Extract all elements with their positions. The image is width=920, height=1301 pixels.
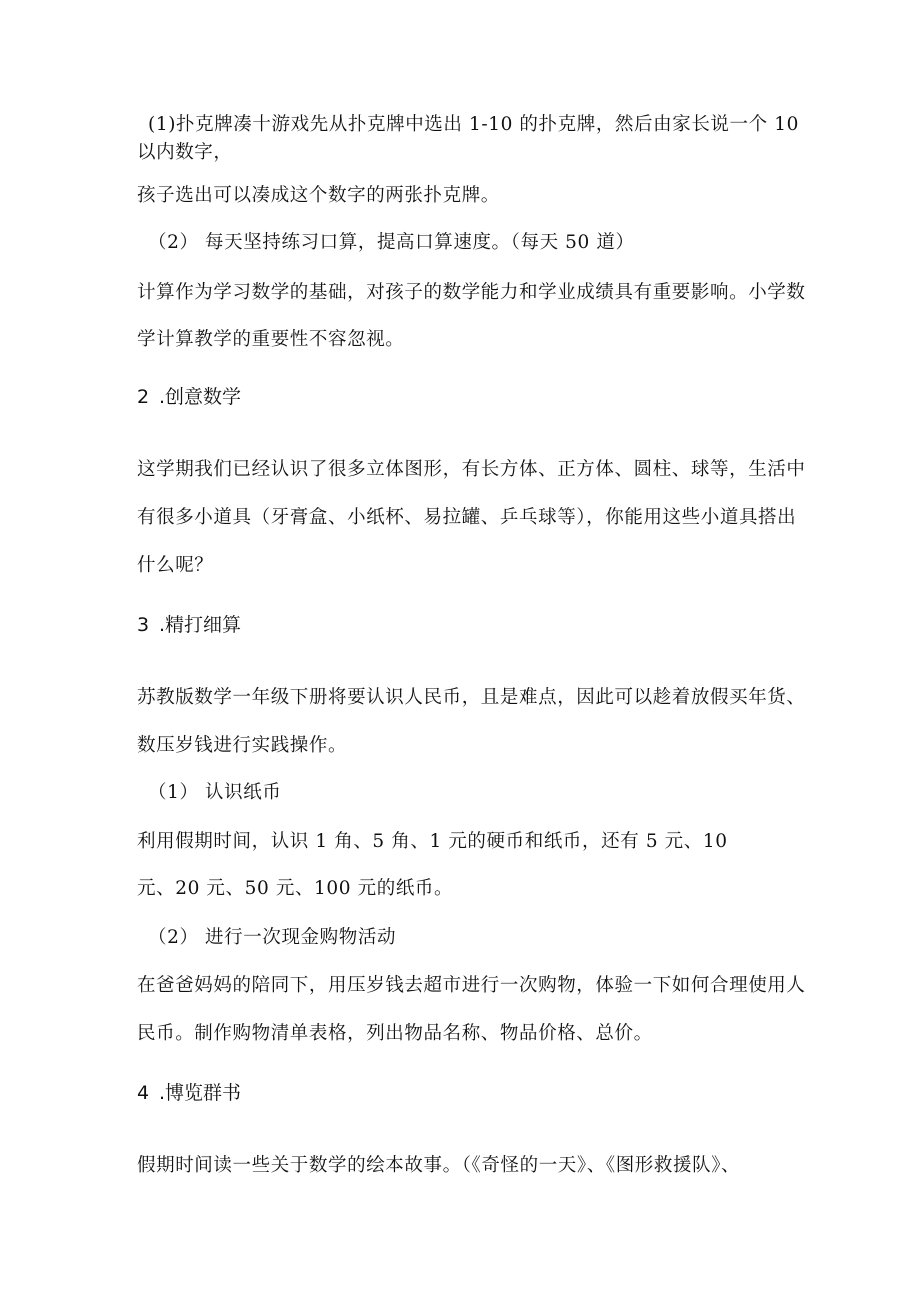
section-number: 3 [137, 614, 150, 636]
paragraph-line: (1)扑克牌凑十游戏先从扑克牌中选出 1-10 的扑克牌，然后由家长说一个 10 [148, 114, 799, 135]
paragraph-line: 孩子选出可以凑成这个数字的两张扑克牌。 [137, 185, 500, 206]
section-heading [137, 384, 241, 410]
paragraph-line: 这学期我们已经认识了很多立体图形，有长方体、正方体、圆柱、球等，生活中 [137, 459, 806, 480]
paragraph-line: 在爸爸妈妈的陪同下，用压岁钱去超市进行一次购物，体验一下如何合理使用人 [137, 975, 806, 996]
paragraph-line: 以内数字， [137, 142, 233, 163]
subheading: （1） 认识纸币 [148, 782, 282, 803]
paragraph-line: 有很多小道具（牙膏盒、小纸杯、易拉罐、乒乓球等），你能用这些小道具搭出 [137, 507, 797, 528]
section-title: .精打细算 [159, 614, 242, 636]
paragraph-line: 元、20 元、50 元、100 元的纸币。 [137, 878, 454, 899]
section-heading [137, 1080, 241, 1106]
section-number: 2 [137, 386, 150, 408]
paragraph-line: 苏教版数学一年级下册将要认识人民币，且是难点，因此可以趁着放假买年货、 [137, 687, 806, 708]
section-number: 4 [137, 1082, 150, 1104]
paragraph-line: 假期时间读一些关于数学的绘本故事。（《奇怪的一天》、《图形救援队》、 [137, 1155, 741, 1176]
section-heading [137, 612, 241, 638]
paragraph-line: 计算作为学习数学的基础，对孩子的数学能力和学业成绩具有重要影响。小学数 [137, 282, 806, 303]
paragraph-line: 民币。制作购物清单表格，列出物品名称、物品价格、总价。 [137, 1023, 653, 1044]
paragraph-line: 什么呢？ [137, 555, 214, 576]
subheading: （2） 进行一次现金购物活动 [148, 927, 397, 948]
paragraph-line: 利用假期时间，认识 1 角、5 角、1 元的硬币和纸币，还有 5 元、10 [137, 831, 728, 852]
paragraph-line: 数压岁钱进行实践操作。 [137, 735, 348, 756]
section-title: .创意数学 [159, 386, 242, 408]
paragraph-line: （2） 每天坚持练习口算，提高口算速度。（每天 50 道） [148, 232, 635, 253]
paragraph-line: 学计算教学的重要性不容忽视。 [137, 329, 405, 350]
section-title: .博览群书 [159, 1082, 242, 1104]
